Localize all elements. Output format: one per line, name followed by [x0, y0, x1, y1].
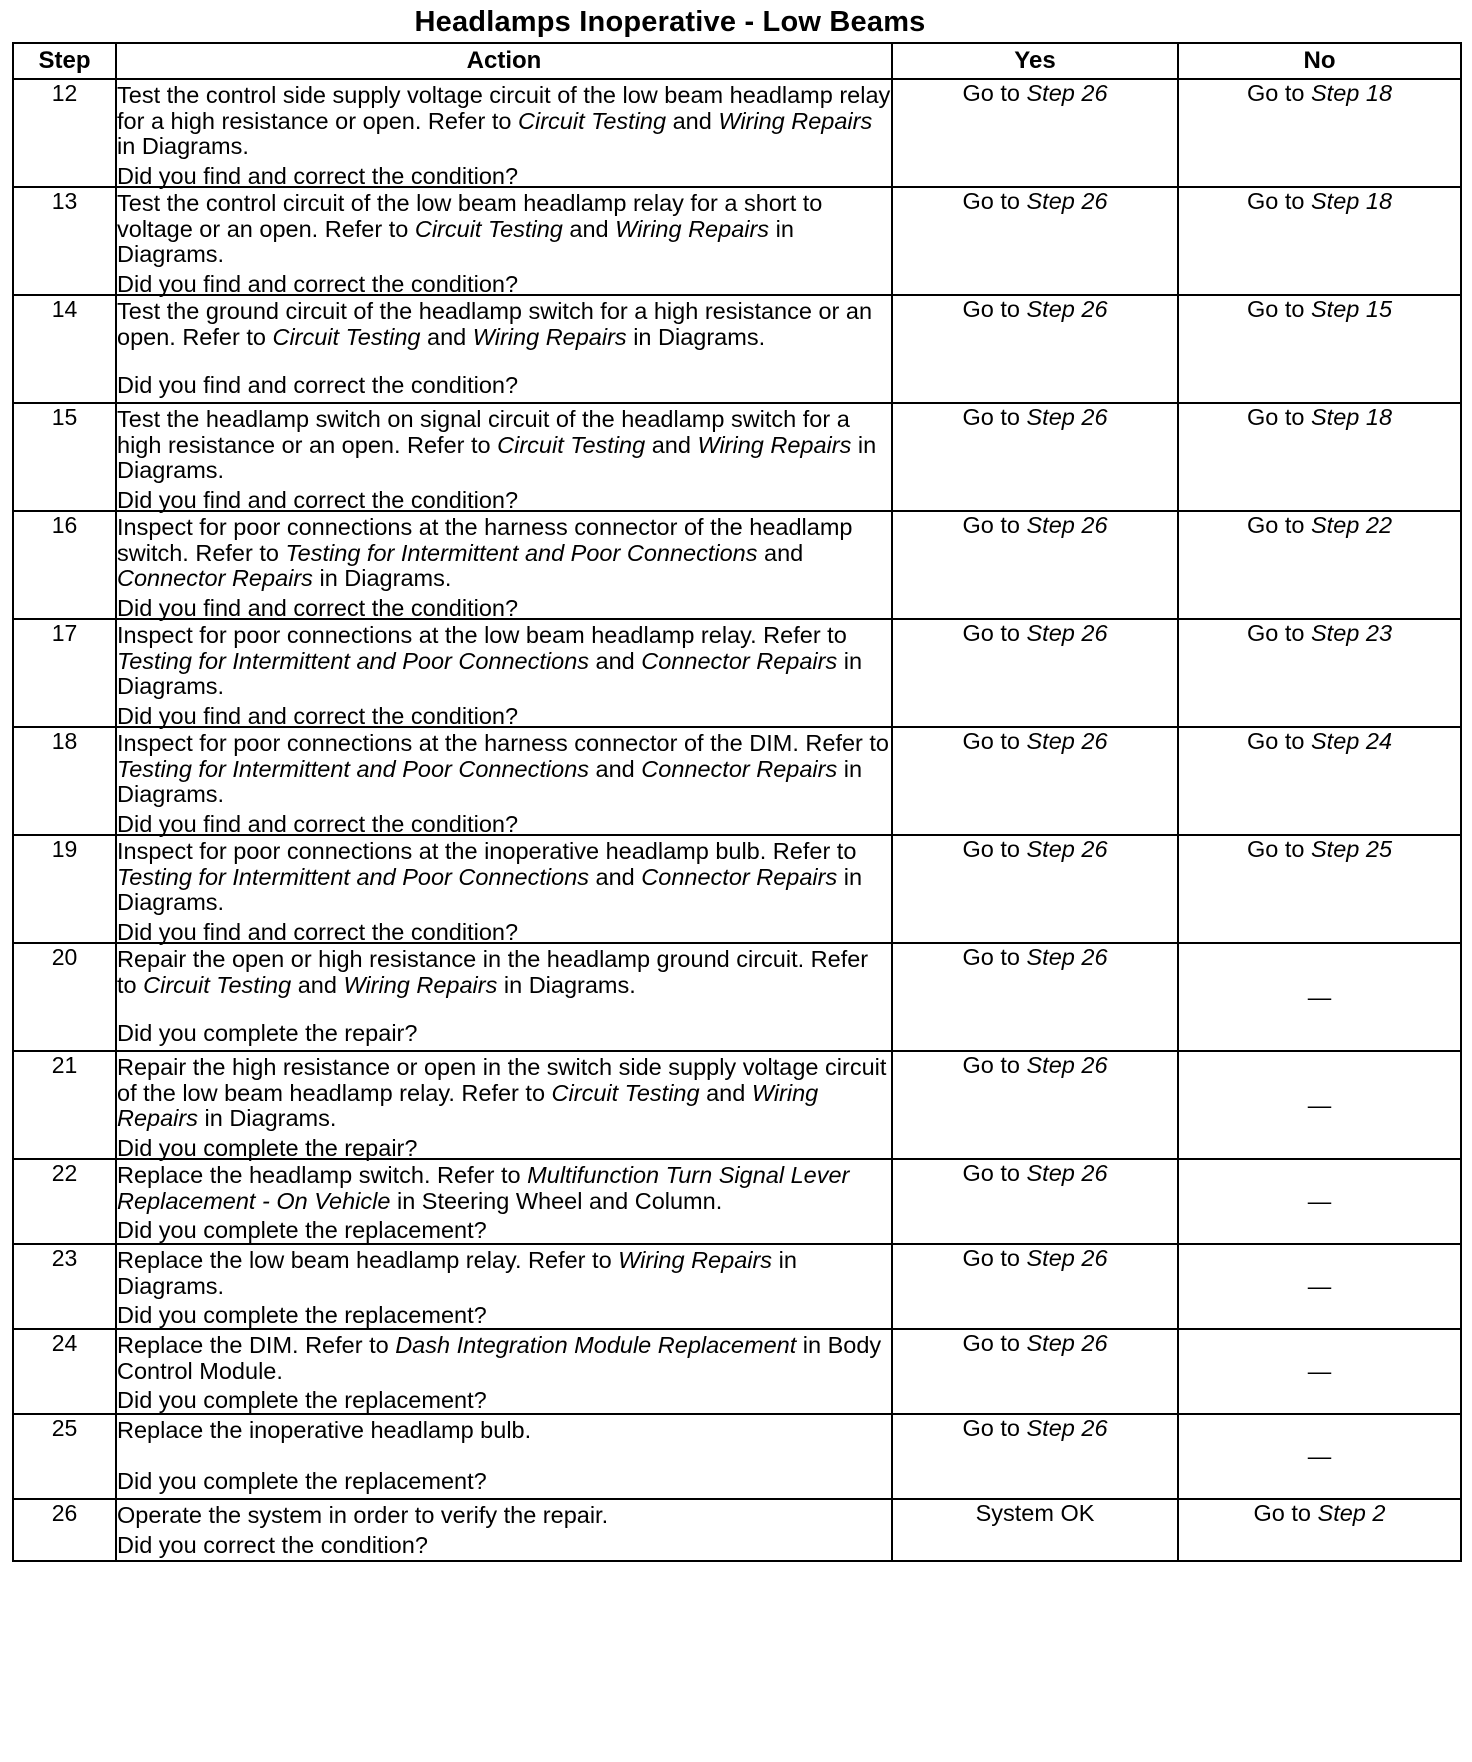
reference-link-text: Testing for Intermittent and Poor Connections	[117, 863, 590, 890]
reference-link-text: Testing for Intermittent and Poor Connections	[285, 539, 758, 566]
no-result-text: —	[1307, 1188, 1332, 1214]
table-row	[13, 727, 1461, 835]
table-row	[13, 1414, 1461, 1499]
table-row	[13, 1499, 1461, 1561]
reference-link-text: Connector Repairs	[641, 755, 838, 782]
no-result-text: —	[1307, 983, 1332, 1010]
table-body	[13, 79, 1461, 1561]
action-text: in Diagrams.	[497, 971, 636, 998]
reference-link-text: Circuit Testing	[272, 323, 421, 350]
yes-result-cell	[892, 1414, 1178, 1499]
yes-result-text: Go to	[962, 836, 1027, 862]
action-cell	[116, 727, 892, 835]
action-description	[117, 1415, 891, 1444]
action-question: Did you find and correct the condition?	[117, 810, 519, 837]
table-row	[13, 1159, 1461, 1244]
action-text: in Body Control Module.	[117, 1332, 882, 1384]
yes-result-cell	[892, 511, 1178, 619]
step-number: 12	[13, 79, 116, 187]
yes-result-text: Go to	[962, 296, 1027, 322]
yes-step-link[interactable]: Step 26	[1026, 1415, 1108, 1441]
action-question: Did you complete the replacement?	[117, 1302, 487, 1328]
table-row	[13, 511, 1461, 619]
step-number: 24	[13, 1329, 116, 1414]
yes-result-cell	[892, 943, 1178, 1051]
yes-result-cell	[892, 1159, 1178, 1244]
action-text: in Diagrams.	[117, 1247, 797, 1299]
action-cell	[116, 187, 892, 295]
action-text: Inspect for poor connections at the harness connector of the DIM. Refer to	[117, 730, 890, 756]
action-text: Repair the high resistance or open in the switch side supply voltage circuit of the low beam headlamp relay. Refer to	[117, 1054, 887, 1106]
yes-step-link[interactable]: Step 26	[1026, 620, 1108, 646]
reference-link-text: Circuit Testing	[497, 431, 646, 458]
no-step-link[interactable]: Step 23	[1311, 620, 1393, 646]
page-title: Headlamps Inoperative - Low Beams	[414, 6, 926, 38]
step-number: 21	[13, 1051, 116, 1159]
yes-result-text: System OK	[975, 1500, 1095, 1526]
action-text: Repair the open or high resistance in the headlamp ground circuit. Refer to	[117, 946, 869, 998]
table-row	[13, 1329, 1461, 1414]
yes-result-text: Go to	[962, 1245, 1027, 1271]
action-text: Inspect for poor connections at the inoperative headlamp bulb. Refer to	[117, 838, 857, 864]
yes-result-text: Go to	[962, 188, 1027, 214]
no-result-cell	[1178, 1051, 1461, 1159]
yes-result-text: Go to	[962, 728, 1027, 754]
reference-link-text: Connector Repairs	[641, 647, 838, 674]
no-result-cell	[1178, 1414, 1461, 1499]
action-question: Did you find and correct the condition?	[117, 270, 519, 297]
yes-result-text: Go to	[962, 944, 1027, 970]
action-cell	[116, 1159, 892, 1244]
no-result-cell	[1178, 403, 1461, 511]
action-description	[117, 512, 891, 592]
yes-result-cell	[892, 727, 1178, 835]
no-result-text: Go to	[1246, 296, 1311, 322]
yes-step-link[interactable]: Step 26	[1026, 944, 1108, 970]
action-cell	[116, 79, 892, 187]
no-step-link[interactable]: Step 18	[1311, 404, 1393, 430]
action-text: and	[589, 647, 642, 674]
reference-link-text: Wiring Repairs	[343, 971, 498, 998]
action-description	[117, 620, 891, 700]
reference-link-text: Circuit Testing	[414, 215, 563, 242]
yes-step-link[interactable]: Step 26	[1026, 1160, 1108, 1186]
yes-step-link[interactable]: Step 26	[1026, 1245, 1108, 1271]
step-number: 22	[13, 1159, 116, 1244]
no-result-text: Go to	[1246, 512, 1311, 538]
action-text: in Diagrams.	[312, 565, 452, 591]
action-cell	[116, 1244, 892, 1329]
no-result-text: —	[1307, 1091, 1332, 1118]
step-number: 17	[13, 619, 116, 727]
reference-link-text: Circuit Testing	[143, 971, 292, 998]
action-description	[117, 1052, 891, 1132]
action-description	[117, 728, 891, 808]
action-cell	[116, 835, 892, 943]
no-result-cell	[1178, 835, 1461, 943]
yes-result-cell	[892, 187, 1178, 295]
action-text: and	[699, 1079, 752, 1106]
action-text: and	[420, 323, 473, 350]
action-text: in Diagrams.	[626, 323, 766, 350]
no-result-cell	[1178, 1329, 1461, 1414]
action-text: Replace the headlamp switch. Refer to	[117, 1162, 528, 1188]
action-description	[117, 80, 891, 160]
action-cell	[116, 619, 892, 727]
yes-step-link[interactable]: Step 26	[1026, 512, 1108, 538]
action-text: Inspect for poor connections at the low beam headlamp relay. Refer to	[117, 622, 847, 648]
step-number: 25	[13, 1414, 116, 1499]
no-result-cell	[1178, 511, 1461, 619]
action-text: and	[757, 539, 804, 566]
yes-step-link[interactable]: Step 26	[1026, 1330, 1108, 1356]
yes-result-cell	[892, 1329, 1178, 1414]
no-result-cell	[1178, 1159, 1461, 1244]
action-description	[117, 836, 891, 916]
table-row	[13, 79, 1461, 187]
reference-link-text: Connector Repairs	[117, 565, 313, 591]
action-text: in Diagrams.	[197, 1105, 337, 1131]
step-number: 18	[13, 727, 116, 835]
action-text: and	[291, 971, 344, 998]
action-question: Did you find and correct the condition?	[117, 486, 519, 513]
action-question: Did you find and correct the condition?	[117, 918, 519, 945]
action-text: Inspect for poor connections at the harness connector of the headlamp switch. Refer to	[117, 514, 853, 566]
diagnostic-table	[12, 42, 1462, 1562]
action-text: Test the control circuit of the low beam headlamp relay for a short to voltage or an open. Refer to	[117, 190, 823, 242]
no-step-link[interactable]: Step 18	[1311, 188, 1393, 214]
no-result-cell	[1178, 295, 1461, 403]
yes-column-header: Yes	[892, 43, 1178, 79]
action-description	[117, 1330, 891, 1384]
table-row	[13, 619, 1461, 727]
action-text: in Diagrams.	[117, 755, 863, 807]
yes-step-link[interactable]: Step 26	[1026, 80, 1108, 106]
no-result-cell	[1178, 187, 1461, 295]
no-result-text: Go to	[1246, 620, 1311, 646]
yes-result-cell	[892, 835, 1178, 943]
action-question: Did you complete the repair?	[117, 1019, 418, 1046]
action-text: Replace the low beam headlamp relay. Refer to	[117, 1247, 619, 1273]
table-row	[13, 187, 1461, 295]
table-row	[13, 1051, 1461, 1159]
reference-link-text: Testing for Intermittent and Poor Connections	[117, 755, 590, 782]
reference-link-text: Circuit Testing	[551, 1079, 700, 1106]
action-column-header: Action	[116, 43, 892, 79]
action-text: in Diagrams.	[117, 215, 794, 267]
action-text: Operate the system in order to verify the repair.	[117, 1502, 609, 1528]
reference-link-text: Dash Integration Module Replacement	[395, 1332, 797, 1358]
action-text: in Steering Wheel and Column.	[390, 1187, 723, 1214]
no-step-link[interactable]: Step 2	[1317, 1500, 1386, 1526]
no-result-text: —	[1307, 1273, 1332, 1299]
action-cell	[116, 943, 892, 1051]
yes-result-cell	[892, 1499, 1178, 1561]
action-description	[117, 944, 891, 998]
action-text: Test the control side supply voltage circuit of the low beam headlamp relay for a high resistance or open. Refer to	[117, 82, 891, 134]
action-text: in Diagrams.	[117, 133, 249, 159]
action-cell	[116, 1414, 892, 1499]
step-number: 13	[13, 187, 116, 295]
action-question: Did you complete the replacement?	[117, 1217, 487, 1243]
yes-step-link[interactable]: Step 26	[1026, 728, 1108, 754]
no-result-cell	[1178, 619, 1461, 727]
yes-result-text: Go to	[962, 512, 1027, 538]
step-number: 15	[13, 403, 116, 511]
no-result-cell	[1178, 727, 1461, 835]
action-text: Replace the DIM. Refer to	[117, 1332, 396, 1358]
no-result-text: Go to	[1246, 80, 1311, 106]
action-cell	[116, 1499, 892, 1561]
reference-link-text: Wiring Repairs	[472, 323, 627, 350]
action-text: Test the headlamp switch on signal circuit of the headlamp switch for a high resistance or an open. Refer to	[117, 406, 850, 458]
action-description	[117, 296, 891, 350]
action-text: and	[589, 863, 642, 890]
action-question: Did you find and correct the condition?	[117, 162, 519, 189]
yes-result-cell	[892, 1244, 1178, 1329]
yes-result-text: Go to	[962, 1160, 1027, 1186]
no-result-cell	[1178, 1244, 1461, 1329]
action-question: Did you complete the replacement?	[117, 1467, 487, 1494]
no-result-text: Go to	[1253, 1500, 1318, 1526]
reference-link-text: Wiring Repairs	[697, 431, 852, 458]
yes-result-cell	[892, 619, 1178, 727]
yes-result-text: Go to	[962, 1330, 1027, 1356]
action-description	[117, 404, 891, 484]
no-column-header: No	[1178, 43, 1461, 79]
action-text: Replace the inoperative headlamp bulb.	[117, 1417, 532, 1443]
action-cell	[116, 295, 892, 403]
action-description	[117, 1160, 891, 1214]
action-question: Did you find and correct the condition?	[117, 594, 519, 621]
yes-step-link[interactable]: Step 26	[1026, 836, 1108, 862]
no-step-link[interactable]: Step 24	[1311, 728, 1393, 754]
action-text: in Diagrams.	[117, 431, 877, 483]
action-cell	[116, 403, 892, 511]
yes-result-cell	[892, 403, 1178, 511]
action-description	[117, 1500, 891, 1529]
no-result-text: Go to	[1246, 836, 1311, 862]
step-column-header: Step	[13, 43, 116, 79]
step-number: 14	[13, 295, 116, 403]
no-result-text: —	[1307, 1443, 1332, 1469]
step-number: 19	[13, 835, 116, 943]
action-question: Did you find and correct the condition?	[117, 371, 519, 398]
action-question: Did you complete the replacement?	[117, 1387, 487, 1413]
action-text: and	[562, 215, 616, 242]
no-step-link[interactable]: Step 22	[1311, 512, 1393, 538]
step-number: 26	[13, 1499, 116, 1561]
step-number: 16	[13, 511, 116, 619]
no-step-link[interactable]: Step 15	[1311, 296, 1393, 322]
reference-link-text: Wiring Repairs	[117, 1079, 819, 1131]
action-question: Did you complete the repair?	[117, 1134, 418, 1161]
yes-step-link[interactable]: Step 26	[1026, 1052, 1108, 1078]
action-cell	[116, 1051, 892, 1159]
no-result-text: —	[1307, 1358, 1332, 1384]
action-text: and	[645, 431, 698, 458]
reference-link-text: Connector Repairs	[641, 863, 838, 890]
no-result-cell	[1178, 943, 1461, 1051]
no-result-cell	[1178, 79, 1461, 187]
action-text: in Diagrams.	[117, 647, 863, 699]
table-row	[13, 1244, 1461, 1329]
yes-step-link[interactable]: Step 26	[1026, 296, 1108, 322]
step-number: 23	[13, 1244, 116, 1329]
yes-step-link[interactable]: Step 26	[1026, 404, 1108, 430]
action-text: and	[589, 755, 642, 782]
reference-link-text: Wiring Repairs	[615, 215, 770, 242]
no-result-cell	[1178, 1499, 1461, 1561]
action-text: Test the ground circuit of the headlamp switch for a high resistance or an open. Refer to	[117, 298, 873, 350]
table-row	[13, 943, 1461, 1051]
reference-link-text: Circuit Testing	[518, 107, 667, 134]
yes-result-text: Go to	[962, 1052, 1027, 1078]
yes-result-cell	[892, 79, 1178, 187]
reference-link-text: Multifunction Turn Signal Lever Replacement - On Vehicle	[117, 1162, 850, 1214]
action-cell	[116, 511, 892, 619]
action-cell	[116, 1329, 892, 1414]
table-row	[13, 295, 1461, 403]
action-question: Did you find and correct the condition?	[117, 702, 519, 729]
step-number: 20	[13, 943, 116, 1051]
yes-result-text: Go to	[962, 404, 1027, 430]
no-step-link[interactable]: Step 18	[1311, 80, 1393, 106]
yes-result-text: Go to	[962, 620, 1027, 646]
table-row	[13, 835, 1461, 943]
action-description	[117, 1245, 891, 1299]
no-result-text: Go to	[1246, 188, 1311, 214]
no-result-text: Go to	[1246, 728, 1311, 754]
table-row	[13, 403, 1461, 511]
yes-result-text: Go to	[962, 80, 1027, 106]
reference-link-text: Testing for Intermittent and Poor Connections	[117, 647, 590, 674]
no-step-link[interactable]: Step 25	[1311, 836, 1393, 862]
yes-step-link[interactable]: Step 26	[1026, 188, 1108, 214]
yes-result-cell	[892, 1051, 1178, 1159]
reference-link-text: Wiring Repairs	[718, 107, 873, 134]
action-question: Did you correct the condition?	[117, 1531, 428, 1558]
yes-result-cell	[892, 295, 1178, 403]
action-text: in Diagrams.	[117, 863, 863, 915]
yes-result-text: Go to	[962, 1415, 1027, 1441]
reference-link-text: Wiring Repairs	[618, 1247, 773, 1273]
header-row	[13, 43, 1461, 79]
no-result-text: Go to	[1246, 404, 1311, 430]
action-text: and	[666, 107, 719, 134]
action-description	[117, 188, 891, 268]
